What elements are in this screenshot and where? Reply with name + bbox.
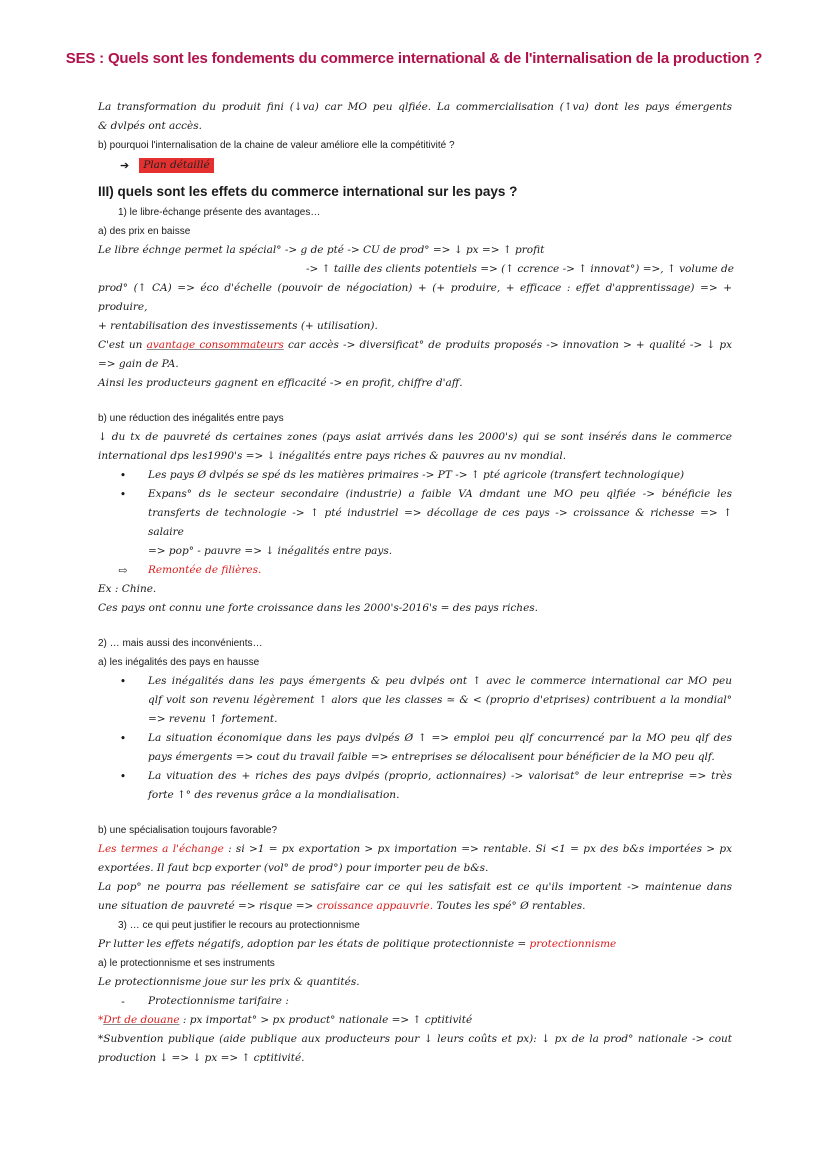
part-a-title: a) des prix en baisse	[98, 226, 191, 237]
spacer	[98, 393, 732, 409]
subvention-line-1: *Subvention publique (aide publique aux producteurs pour ↓ leurs coûts et px): ↓ px de la prod° nationale -> cout	[98, 1033, 732, 1045]
spacer	[98, 618, 732, 634]
plan-label: Plan détaillé	[139, 158, 214, 173]
bullet-continuation: => revenu ↑ fortement.	[148, 713, 278, 725]
bullet-continuation: qlf voit son revenu légèrement ↑ alors que les classes ≃ & < (proprio d'etprises) contribuent a la mondial°	[148, 694, 732, 706]
tarifaire-label: Protectionnisme tarifaire :	[148, 995, 289, 1007]
part-a-line-5	[98, 336, 732, 355]
termes-line-3: La pop° ne pourra pas réellement se satisfaire car ce qui les satisfait est ce qu'ils importent -> maintenue dans	[98, 881, 732, 893]
spacer	[98, 805, 732, 821]
remontee-filieres: Remontée de filières.	[148, 564, 262, 576]
highlight-consommateurs: avantage consommateurs	[146, 339, 284, 351]
part-a-line-4: + rentabilisation des investissements (+ utilisation).	[98, 320, 378, 332]
bullet-icon: •	[119, 732, 127, 745]
bullet-item	[98, 672, 732, 691]
highlight-croissance-appauvrie: croissance appauvrie.	[316, 900, 434, 912]
subsection-1-heading: 1) le libre-échange présente des avantages…	[118, 207, 321, 218]
bullet-continuation: pays émergents => cout du travail faible => entreprises se délocalisent pour bénéficier de la MO peu qlf.	[148, 751, 715, 763]
document-body	[98, 98, 732, 1068]
highlight-droit-douane: Drt de douane	[103, 1014, 180, 1026]
text-run: : si >1 = px exportation > px importation => rentable. Si <1 = px des b&s importées > px	[223, 843, 733, 855]
bullet-text: Expans° ds le secteur secondaire (industrie) a faible VA dmdant une MO peu qlfiée -> bénéficie les	[148, 488, 732, 500]
bullet-text: La situation économique dans les pays dvlpés Ø ↑ => emploi peu qlf concurrencé par la MO peu qlf des	[148, 732, 732, 744]
text-run: car accès -> diversificat° de produits proposés -> innovation > + qualité -> ↓ px	[283, 339, 732, 351]
bullet-icon: •	[119, 469, 127, 482]
bullet-continuation: => pop° - pauvre => ↓ inégalités entre pays.	[148, 545, 393, 557]
termes-line-4	[98, 897, 732, 916]
part-a-line-7: Ainsi les producteurs gagnent en efficacité -> en profit, chiffre d'aff.	[98, 377, 463, 389]
text-run: : px importat° > px product° nationale => ↑ cptitivité	[179, 1014, 473, 1026]
bullet-text: Les pays Ø dvlpés se spé ds les matières primaires -> PT -> ↑ pté agricole (transfert technologique)	[148, 469, 685, 481]
dash-icon: -	[121, 995, 125, 1008]
intro-line-2: & dvlpés ont accès.	[98, 120, 202, 132]
example-line: Ex : Chine.	[98, 583, 157, 595]
bullet-item	[98, 466, 732, 485]
termes-line-2: exportées. Il faut bcp exporter (vol° de prod°) pour importer peu de b&s.	[98, 862, 489, 874]
bullet-item	[98, 729, 732, 748]
example-detail: Ces pays ont connu une forte croissance dans les 2000's-2016's = des pays riches.	[98, 602, 539, 614]
part-a-line-2: -> ↑ taille des clients potentiels => (↑ ccrence -> ↑ innovat°) =>, ↑ volume de	[306, 263, 734, 275]
douane-line	[98, 1011, 732, 1030]
arrow-right-icon: ➔	[120, 158, 130, 172]
text-run: Toutes les spé° Ø rentables.	[433, 900, 586, 912]
part-2b-title: b) une spécialisation toujours favorable?	[98, 825, 277, 836]
section-3-heading: III) quels sont les effets du commerce international sur les pays ?	[98, 184, 518, 199]
subvention-line-2: production ↓ => ↓ px => ↑ cptitivité.	[98, 1052, 305, 1064]
bullet-icon: •	[119, 770, 127, 783]
page-title: SES : Quels sont les fondements du commerce international & de l'internalisation de la production ?	[65, 50, 763, 67]
text-run: une situation de pauvreté => risque =>	[98, 900, 317, 912]
bullet-item	[98, 767, 732, 786]
protection-line-2: Le protectionnisme joue sur les prix & quantités.	[98, 976, 360, 988]
highlight-termes-echange: Les termes a l'échange	[98, 843, 224, 855]
part-b-title: b) une réduction des inégalités entre pays	[98, 413, 284, 424]
remontee-item	[98, 561, 732, 580]
bullet-icon: •	[119, 488, 127, 501]
part-a-line-6: => gain de PA.	[98, 358, 179, 370]
part-3a-title: a) le protectionnisme et ses instruments	[98, 958, 275, 969]
intro-line-1: La transformation du produit fini (↓va) car MO peu qlfiée. La commercialisation (↑va) dont les pays émergents	[98, 101, 732, 113]
question-b: b) pourquoi l'internalisation de la chaine de valeur améliore elle la compétitivité ?	[98, 140, 455, 151]
highlight-protectionnisme: protectionnisme	[529, 938, 617, 950]
bullet-continuation: forte ↑° des revenus grâce a la mondialisation.	[148, 789, 400, 801]
text-run: Pr lutter les effets négatifs, adoption par les états de politique protectionniste =	[98, 938, 530, 950]
bullet-item	[98, 485, 732, 504]
bullet-continuation: transferts de technologie -> ↑ pté industriel => décollage de ces pays -> croissance & richesse => ↑ salaire	[148, 507, 732, 538]
dash-item	[98, 992, 732, 1011]
star-mark: *	[98, 1014, 104, 1026]
bullet-text: Les inégalités dans les pays émergents & peu dvlpés ont ↑ avec le commerce international car MO peu	[148, 675, 732, 687]
text-run: C'est un	[98, 339, 147, 351]
part-2a-title: a) les inégalités des pays en hausse	[98, 657, 260, 668]
part-a-line-1: Le libre échnge permet la spécial° -> g de pté -> CU de prod° => ↓ px => ↑ profit	[98, 244, 545, 256]
termes-line-1	[98, 840, 732, 859]
part-a-line-3: prod° (↑ CA) => éco d'échelle (pouvoir de négociation) + (+ produire, + efficace : effet d'apprentissage) => + produire,	[98, 282, 732, 313]
part-b-line-1: ↓ du tx de pauvreté ds certaines zones (pays asiat arrivés dans les 2000's) qui se sont insérés dans le commerce	[98, 431, 732, 443]
bullet-icon: •	[119, 675, 127, 688]
bullet-text: La vituation des + riches des pays dvlpés (proprio, actionnaires) -> valorisat° de leur entreprise => très	[148, 770, 732, 782]
subsection-2-heading: 2) … mais aussi des inconvénients…	[98, 638, 263, 649]
part-b-line-2: international dps les1990's => ↓ inégalités entre pays riches & pauvres au nv mondial.	[98, 450, 567, 462]
subsection-3-heading: 3) … ce qui peut justifier le recours au protectionnisme	[118, 920, 360, 931]
plan-detail	[120, 155, 732, 175]
protection-line-1	[98, 935, 732, 954]
hollow-arrow-icon: ⇨	[118, 564, 128, 577]
